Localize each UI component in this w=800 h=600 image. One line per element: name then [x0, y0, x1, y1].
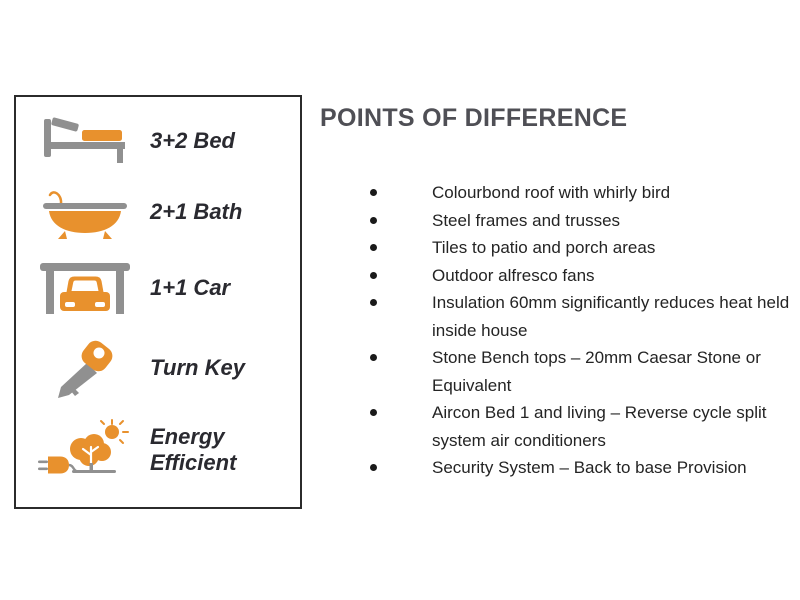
- bullet-item: [320, 262, 792, 290]
- feature-row-car: [26, 259, 292, 317]
- feature-label-bath: 2+1 Bath: [150, 199, 243, 225]
- feature-row-bath: [26, 185, 292, 239]
- bullet-text: Tiles to patio and porch areas: [432, 238, 656, 257]
- bullet-list: [320, 179, 792, 482]
- bath-icon: [26, 185, 144, 239]
- bed-icon: [26, 117, 144, 165]
- bullet-item: [320, 454, 792, 482]
- bullet-dot-icon: [370, 244, 377, 251]
- bullet-text: Colourbond roof with whirly bird: [432, 183, 671, 202]
- feature-row-energy: [26, 419, 292, 481]
- bullet-dot-icon: [370, 409, 377, 416]
- energy-icon: [26, 419, 144, 481]
- feature-label-energy: Energy Efficient: [150, 424, 237, 475]
- bullet-text: Steel frames and trusses: [432, 210, 621, 230]
- feature-label-car: 1+1 Car: [150, 275, 231, 301]
- bullet-item: [320, 207, 792, 235]
- bullet-text: Insulation 60mm significantly reduces heat held inside house: [432, 293, 790, 340]
- bullet-item: [320, 179, 792, 207]
- car-icon: [26, 259, 144, 317]
- bullet-dot-icon: [370, 464, 377, 471]
- feature-label-bed: 3+2 Bed: [150, 128, 235, 154]
- bullet-dot-icon: [370, 354, 377, 361]
- bullet-item: [320, 399, 792, 454]
- feature-row-key: [26, 337, 292, 399]
- bullet-text: Security System – Back to base Provision: [432, 458, 747, 477]
- key-icon: [26, 337, 144, 399]
- bullet-item: [320, 234, 792, 262]
- bullet-dot-icon: [370, 299, 377, 306]
- features-box: [14, 95, 302, 509]
- bullet-text: Stone Bench tops – 20mm Caesar Stone or Equivalent: [432, 348, 761, 395]
- feature-row-bed: [26, 117, 292, 165]
- bullet-text: Aircon Bed 1 and living – Reverse cycle split system air conditioners: [432, 403, 767, 450]
- bullet-item: [320, 344, 792, 399]
- feature-label-key: Turn Key: [150, 355, 245, 381]
- bullet-dot-icon: [370, 217, 377, 224]
- bullet-dot-icon: [370, 189, 377, 196]
- bullet-dot-icon: [370, 272, 377, 279]
- bullet-item: [320, 289, 792, 344]
- section-title: POINTS OF DIFFERENCE: [320, 104, 628, 132]
- bullet-text: Outdoor alfresco fans: [432, 265, 595, 285]
